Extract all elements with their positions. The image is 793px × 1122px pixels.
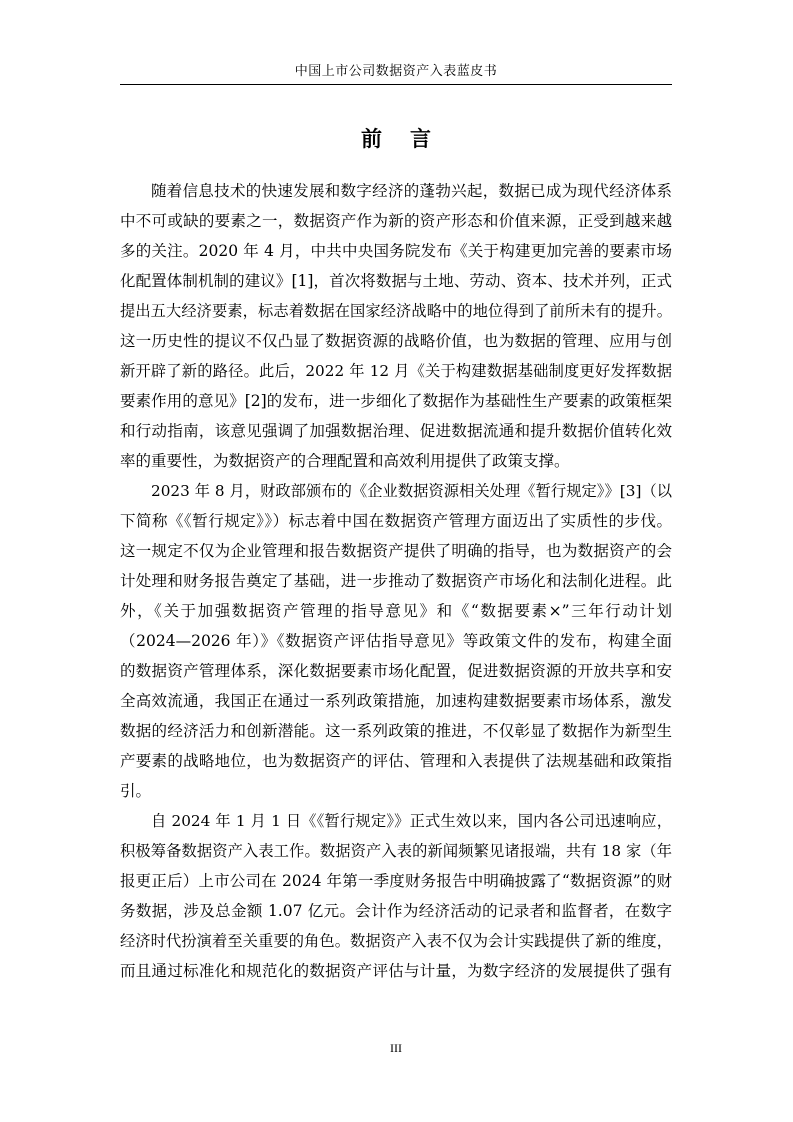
header-rule — [120, 84, 672, 85]
text-line: 务数据，涉及总金额 1.07 亿元。会计作为经济活动的记录者和监督者，在数字 — [120, 902, 672, 920]
text-line: 提出五大经济要素，标志着数据在国家经济战略中的地位得到了前所未有的提升。 — [120, 302, 672, 320]
text-line: 率的重要性，为数据资产的合理配置和高效利用提供了政策支撑。 — [120, 452, 570, 470]
text-line: 引。 — [120, 782, 152, 800]
text-line: 要素作用的意见》[2]的发布，进一步细化了数据作为基础性生产要素的政策框架 — [120, 392, 672, 410]
text-line: 新开辟了新的路径。此后，2022 年 12 月《关于构建数据基础制度更好发挥数据 — [120, 362, 672, 380]
text-line: 这一规定不仅为企业管理和报告数据资产提供了明确的指导，也为数据资产的会 — [120, 542, 672, 560]
text-line: 经济时代扮演着至关重要的角色。数据资产入表不仅为会计实践提供了新的维度， — [120, 932, 672, 950]
text-line: 中不可或缺的要素之一，数据资产作为新的资产形态和价值来源，正受到越来越 — [120, 212, 672, 230]
text-line: （2024—2026 年）》《数据资产评估指导意见》等政策文件的发布，构建全面 — [120, 632, 672, 650]
text-line: 而且通过标准化和规范化的数据资产评估与计量，为数字经济的发展提供了强有 — [120, 962, 672, 980]
text-line: 全高效流通，我国正在通过一系列政策措施，加速构建数据要素市场体系，激发 — [120, 692, 672, 710]
text-line: 报更正后）上市公司在 2024 年第一季度财务报告中明确披露了“数据资源”的财 — [120, 872, 672, 890]
text-line: 积极筹备数据资产入表工作。数据资产入表的新闻频繁见诸报端，共有 18 家（年 — [120, 842, 672, 860]
text-line: 数据的经济活力和创新潜能。这一系列政策的推进，不仅彰显了数据作为新型生 — [120, 722, 672, 740]
text-line: 这一历史性的提议不仅凸显了数据资源的战略价值，也为数据的管理、应用与创 — [120, 332, 672, 350]
text-line: 下简称《《暂行规定》》）标志着中国在数据资产管理方面迈出了实质性的步伐。 — [120, 512, 672, 530]
text-line: 的数据资产管理体系，深化数据要素市场化配置，促进数据资源的开放共享和安 — [120, 662, 672, 680]
body-text — [120, 176, 672, 986]
text-line: 多的关注。2020 年 4 月，中共中央国务院发布《关于构建更加完善的要素市场 — [120, 242, 672, 260]
page-number: III — [390, 1041, 402, 1055]
page-title: 前言 — [361, 126, 459, 151]
text-line: 随着信息技术的快速发展和数字经济的蓬勃兴起，数据已成为现代经济体系 — [151, 182, 672, 200]
text-line: 2023 年 8 月，财政部颁布的《企业数据资源相关处理《暂行规定》》[3]（以 — [151, 482, 672, 500]
text-line: 化配置体制机制的建议》[1]，首次将数据与土地、劳动、资本、技术并列，正式 — [120, 272, 672, 290]
text-line: 和行动指南，该意见强调了加强数据治理、促进数据流通和提升数据价值转化效 — [120, 422, 672, 440]
running-header: 中国上市公司数据资产入表蓝皮书 — [294, 64, 498, 79]
text-line: 外，《关于加强数据资产管理的指导意见》和《“数据要素×”三年行动计划 — [120, 602, 672, 620]
text-line: 自 2024 年 1 月 1 日《《暂行规定》》正式生效以来，国内各公司迅速响应， — [151, 812, 672, 830]
text-line: 产要素的战略地位，也为数据资产的评估、管理和入表提供了法规基础和政策指 — [120, 752, 672, 770]
text-line: 计处理和财务报告奠定了基础，进一步推动了数据资产市场化和法制化进程。此 — [120, 572, 672, 590]
